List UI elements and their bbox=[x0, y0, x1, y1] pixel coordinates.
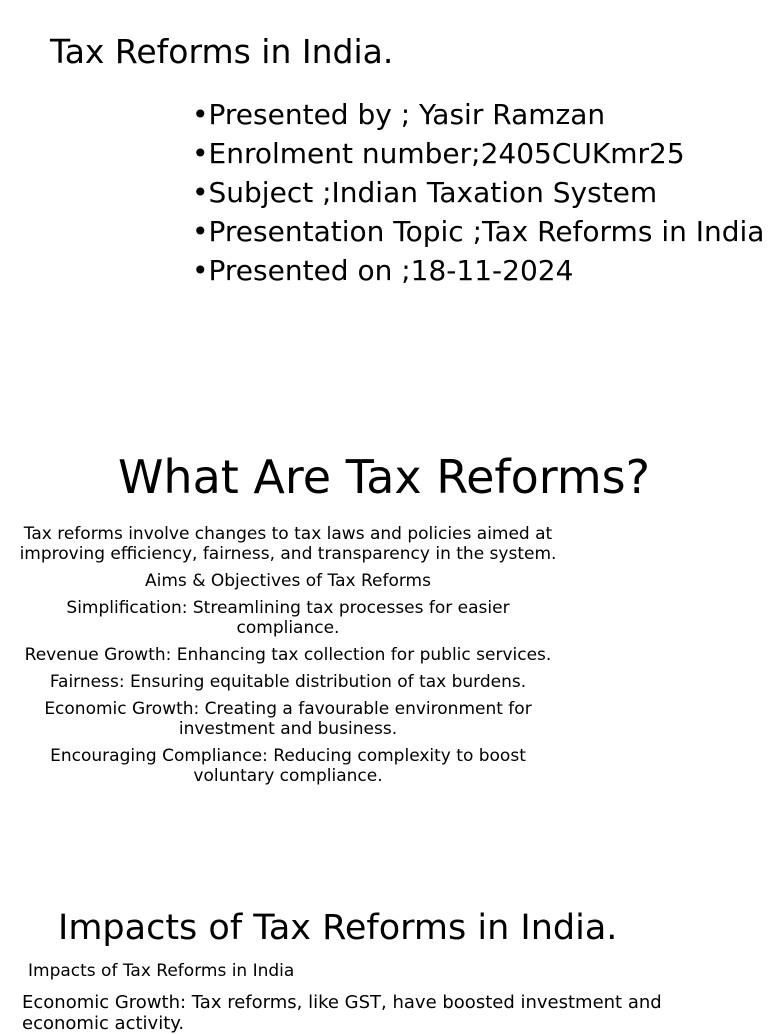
detail-enrolment: • Enrolment number;2405CUKmr25 bbox=[192, 134, 764, 173]
aim-simplification: Simplification: Streamlining tax processes for easier compliance. bbox=[66, 598, 510, 638]
aim-economic-growth: Economic Growth: Creating a favourable environment for investment and business. bbox=[44, 699, 532, 739]
aims-heading: Aims & Objectives of Tax Reforms bbox=[145, 571, 431, 591]
detail-topic: • Presentation Topic ;Tax Reforms in India bbox=[192, 212, 764, 251]
detail-subject: • Subject ;Indian Taxation System bbox=[192, 173, 764, 212]
slide1-title: Tax Reforms in India. bbox=[50, 32, 394, 71]
aim-compliance: Encouraging Compliance: Reducing complexity to boost voluntary compliance. bbox=[50, 746, 526, 786]
aim-fairness: Fairness: Ensuring equitable distribution of tax burdens. bbox=[49, 672, 527, 692]
detail-date: • Presented on ;18-11-2024 bbox=[192, 251, 764, 290]
detail-presenter: • Presented by ; Yasir Ramzan bbox=[192, 95, 764, 134]
presenter-details-list bbox=[192, 95, 764, 290]
slide3-subtitle: Impacts of Tax Reforms in India bbox=[28, 961, 295, 981]
tax-reform-definition: Tax reforms involve changes to tax laws and policies aimed at improving efficiency, fairness, and transparency in the system. bbox=[19, 524, 557, 564]
slide2-body bbox=[0, 524, 576, 793]
aim-revenue-growth: Revenue Growth: Enhancing tax collection for public services. bbox=[24, 645, 552, 665]
impact-economic-growth: Economic Growth: Tax reforms, like GST, have boosted investment and economic activity. bbox=[22, 992, 662, 1034]
slide2-title: What Are Tax Reforms? bbox=[117, 450, 651, 504]
slide3-title: Impacts of Tax Reforms in India. bbox=[58, 908, 618, 948]
slide3-body bbox=[22, 992, 682, 1034]
